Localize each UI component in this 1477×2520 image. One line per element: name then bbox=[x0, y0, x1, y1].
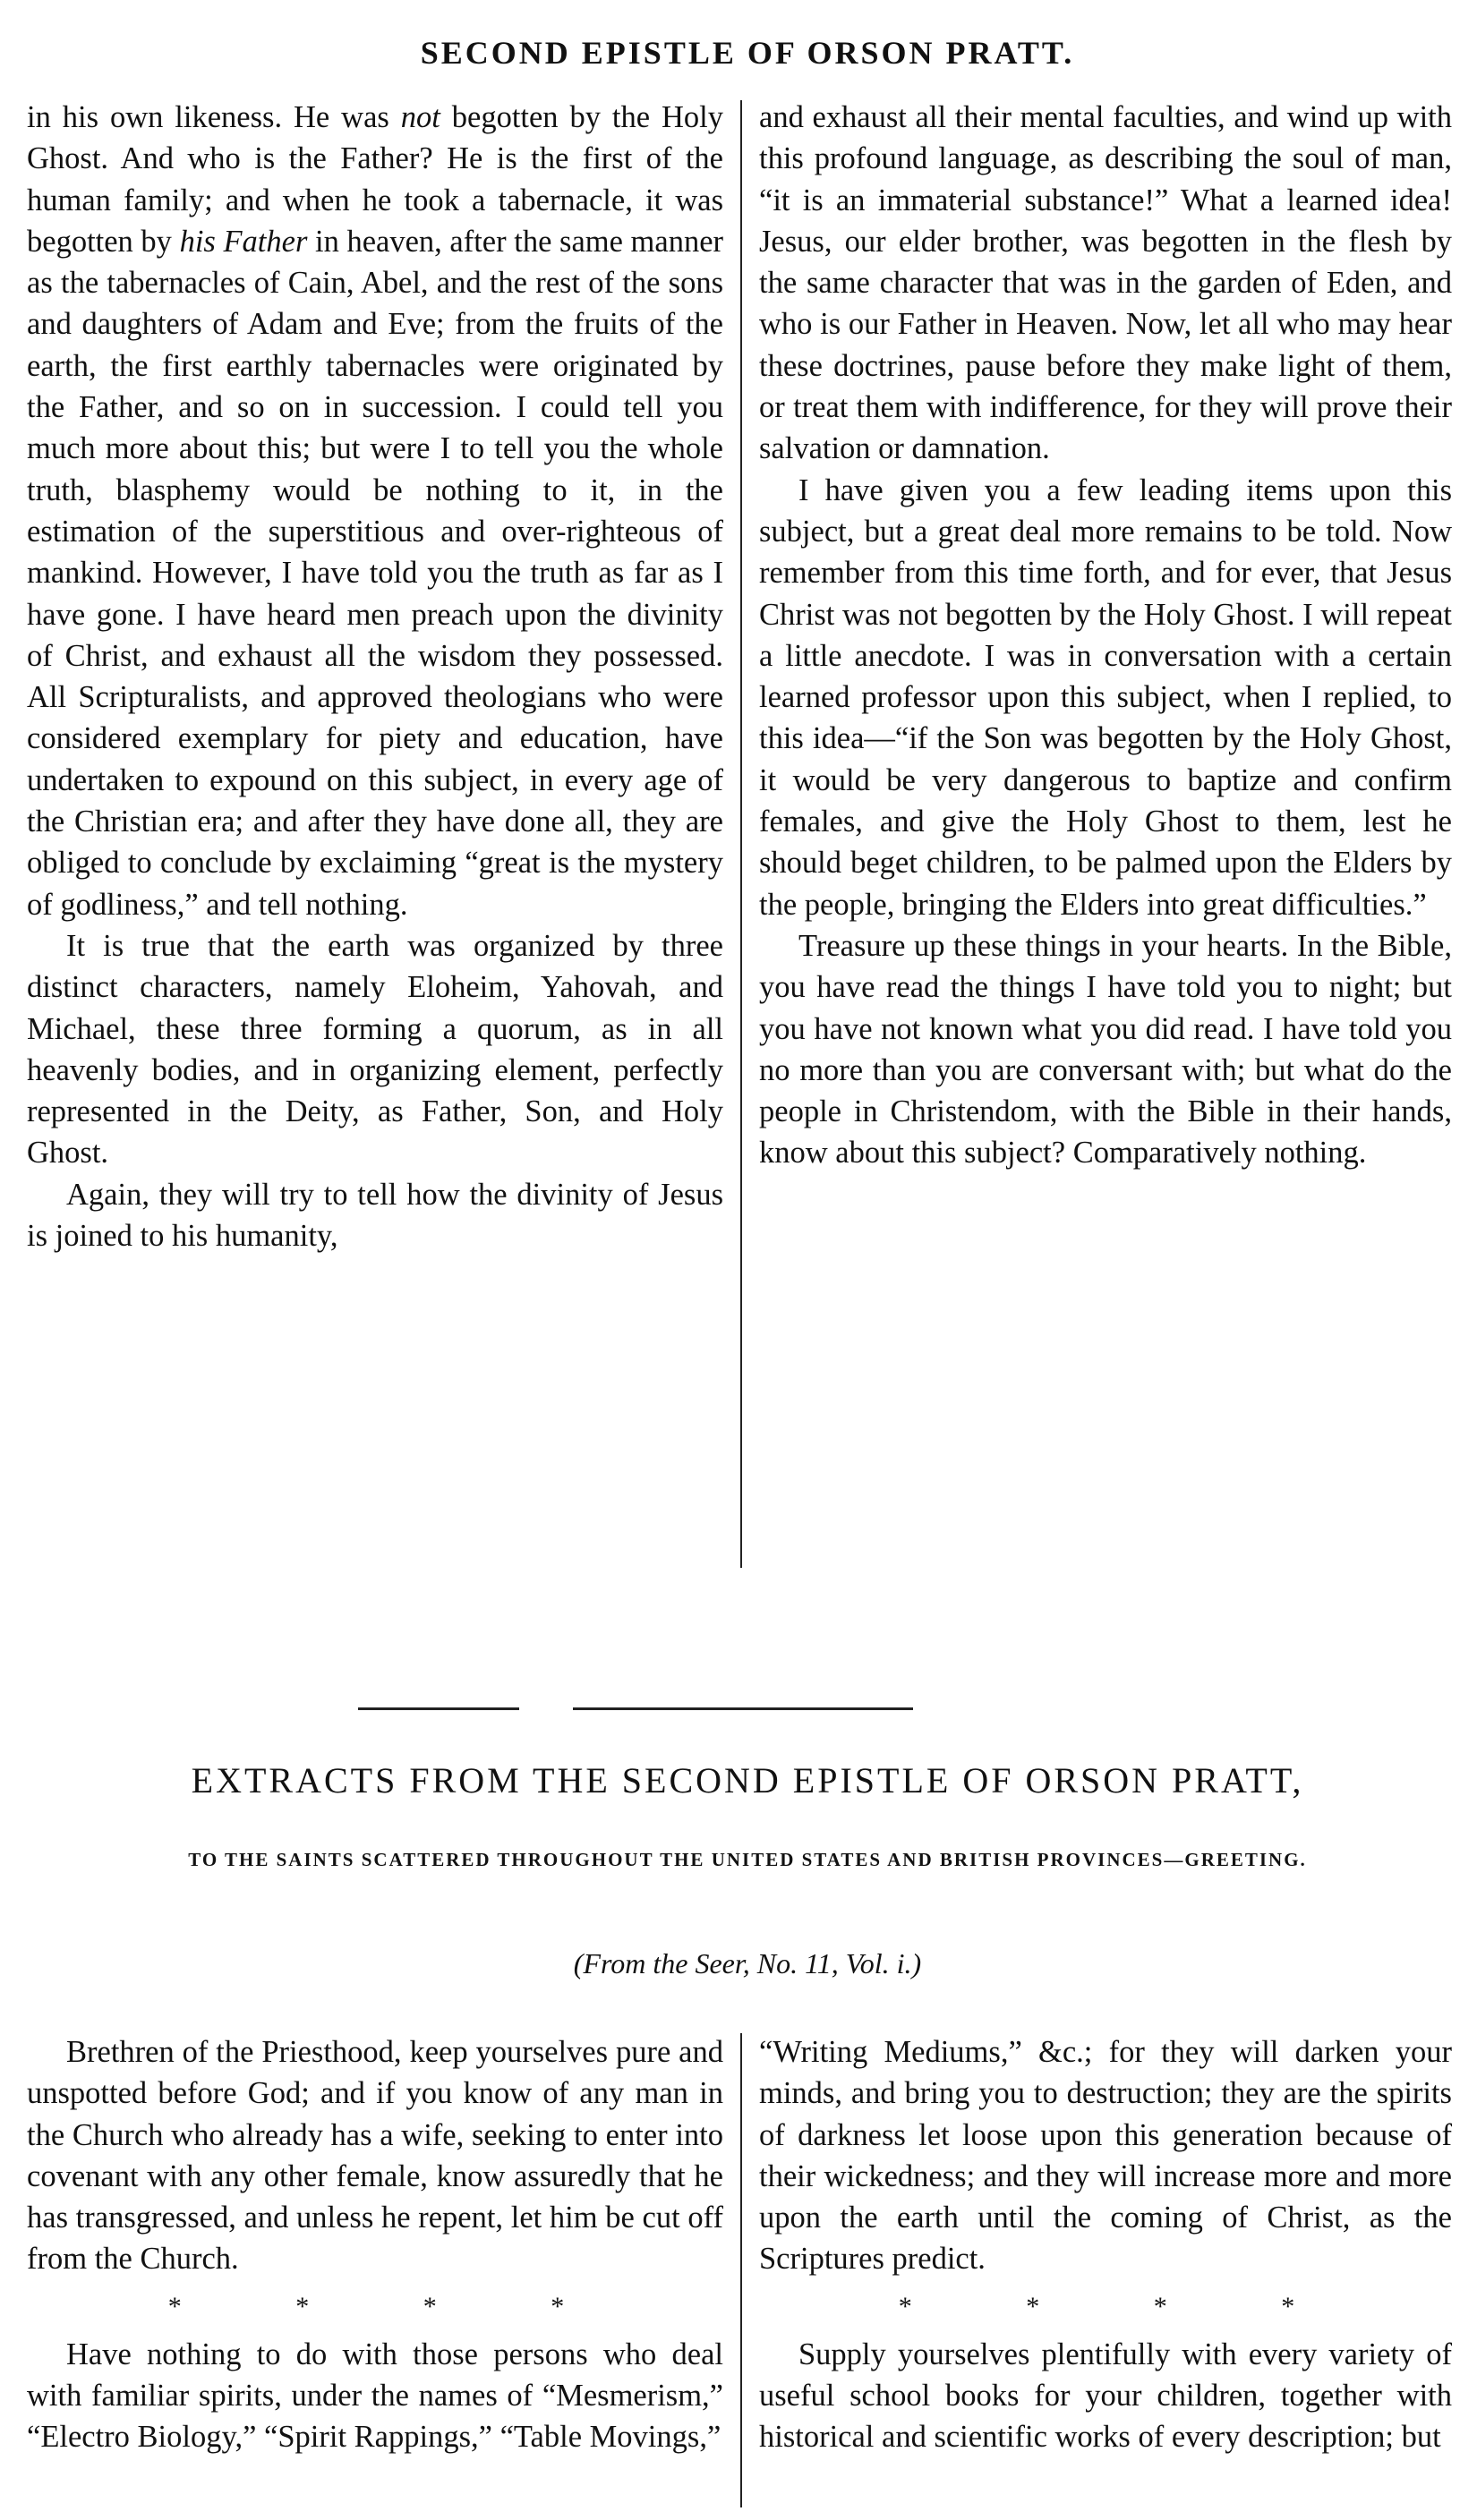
section-stars: * * * * bbox=[167, 2291, 619, 2321]
extract-title: EXTRACTS FROM THE SECOND EPISTLE OF ORSON PRATT, bbox=[191, 1760, 1304, 1801]
running-head: SECOND EPISTLE OF ORSON PRATT. bbox=[420, 35, 1075, 71]
column-divider bbox=[740, 100, 742, 1568]
paragraph: Supply yourselves plentifully with every variety of useful school books for your children, together with historical and scientific works of every description; but bbox=[759, 2337, 1452, 2455]
top-right-column bbox=[759, 97, 1452, 1174]
bottom-left-column bbox=[27, 2031, 723, 2458]
italic-text: not bbox=[400, 100, 440, 134]
paragraph: Treasure up these things in your hearts. In the Bible, you have read the things I have told you to night; but you have not known what you did read. I have told you no more than you are conversant with; but what do the people in Christendom, with the Bible in their hands, know about this subject? Comparatively nothing. bbox=[759, 928, 1452, 1171]
top-left-column bbox=[27, 97, 723, 1256]
paragraph: and exhaust all their mental faculties, and wind up with this profound language, as describing the soul of man, “it is an immaterial substance!” What a learned idea! Jesus, our elder brother, was begotten in the flesh by the same character that was in the garden of Eden, and who is our Father in Heaven. Now, let all who may hear these doctrines, pause before they make light of them, or treat them with indifference, for they will prove their salvation or damnation. bbox=[759, 100, 1452, 466]
extract-source: (From the Seer, No. 11, Vol. i.) bbox=[573, 1947, 922, 1979]
extract-subtitle: TO THE SAINTS SCATTERED THROUGHOUT THE UNITED STATES AND BRITISH PROVINCES—GREETING. bbox=[188, 1849, 1307, 1870]
section-rule-right bbox=[573, 1707, 913, 1710]
paragraph: Brethren of the Priesthood, keep yourselves pure and unspotted before God; and if you know of any man in the Church who already has a wife, seeking to enter into covenant with any other female, know assuredly that he has transgressed, and unless he repent, let him be cut off from the Church. bbox=[27, 2035, 723, 2277]
paragraph bbox=[27, 97, 723, 925]
section-rule-left bbox=[358, 1707, 519, 1710]
paragraph: Have nothing to do with those persons who deal with familiar spirits, under the names of “Mesmerism,” “Electro Biology,” “Spirit Rappings,” “Table Movings,” bbox=[27, 2337, 723, 2455]
column-divider bbox=[740, 2033, 742, 2507]
text-run: in his own likeness. He was bbox=[27, 100, 401, 134]
document-page bbox=[27, 0, 1477, 2520]
paragraph: I have given you a few leading items upon this subject, but a great deal more remains to be told. Now remember from this time forth, and for ever, that Jesus Christ was not begotten by the Holy Ghost. I will repeat a little anecdote. I was in conversation with a certain learned professor upon this subject, when I replied, to this idea—“if the Son was begotten by the Holy Ghost, it would be very dangerous to baptize and confirm females, and give the Holy Ghost to them, lest he should beget children, to be palmed upon the Elders by the people, bringing the Elders into great difficulties.” bbox=[759, 472, 1452, 922]
paragraph: Again, they will try to tell how the divinity of Jesus is joined to his humanity, bbox=[27, 1177, 723, 1254]
paragraph: “Writing Mediums,” &c.; for they will darken your minds, and bring you to destruction; they are the spirits of darkness let loose upon this generation because of their wickedness; and they will increase more and more upon the earth until the coming of Christ, as the Scriptures predict. bbox=[759, 2035, 1452, 2277]
italic-text: his Father bbox=[179, 224, 308, 259]
text-run: in heaven, after the same manner as the tabernacles of Cain, Abel, and the rest of the sons and daughters of Adam and Eve; from the fruits of the earth, the first earthly tabernacles were originated by the Father, and so on in succession. I could tell you much more about this; but were I to tell you the whole truth, blasphemy would be nothing to it, in the estimation of the superstitious and over-righteous of mankind. However, I have told you the truth as far as I have gone. I have heard men preach upon the divinity of Christ, and exhaust all the wisdom they possessed. All Scripturalists, and approved theologians who were considered exemplary for piety and education, have undertaken to expound on this subject, in every age of the Christian era; and after they have done all, they are obliged to conclude by exclaiming “great is the mystery of godliness,” and tell nothing. bbox=[27, 224, 723, 922]
bottom-right-column bbox=[759, 2031, 1452, 2458]
section-stars: * * * * bbox=[898, 2291, 1349, 2321]
paragraph: It is true that the earth was organized by three distinct characters, namely Eloheim, Yahovah, and Michael, these three forming a quorum, as in all heavenly bodies, and in organizing element, perfectly represented in the Deity, as Father, Son, and Holy Ghost. bbox=[27, 928, 723, 1171]
text-run: begotten by the Holy Ghost. And who is the Father? He is the first of the human family; and when he took a tabernacle, it was begotten by bbox=[27, 100, 723, 259]
